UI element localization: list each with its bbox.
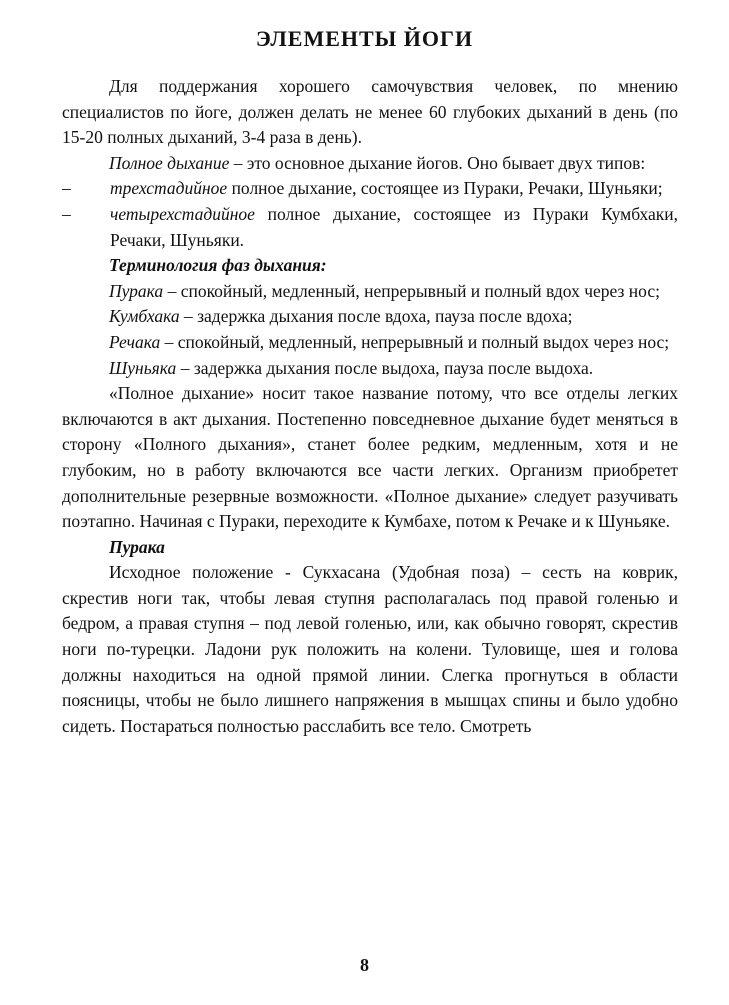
definition-term: Кумбхака [109,306,180,327]
list-item [62,176,678,202]
bullet-dash: – [62,178,71,199]
full-breath-term: Полное дыхание [109,152,230,173]
definition-text: – задержка дыхания после вдоха, пауза после вдоха; [179,306,573,327]
bullet-dash: – [62,203,71,224]
definition-text: – задержка дыхания после выдоха, пауза после выдоха. [176,357,594,378]
full-breath-explanation: «Полное дыхание» носит такое название потому, что все отделы легких включаются в акт дыхания. Постепенно повседневное дыхание будет меняться в сторону «Полного дыхания», станет более редким, медленным, хотя и не глубоким, но в работу включаются все части легких. Организм приобретет дополнительные резервные возможности. «Полное дыхание» следует разучивать поэтапно. Начиная с Пураки, переходите к Кумбахе, потом к Речаке и к Шуньяке. [62,383,678,532]
terminology-heading: Терминология фаз дыхания: [109,255,327,276]
definition-term: Речака [109,331,161,352]
bullet-term: четырехстадийное [110,203,255,224]
puraka-paragraph: Исходное положение - Сукхасана (Удобная поза) – сесть на коврик, скрестив ноги так, чтобы левая ступня располагалась под правой голенью и бедром, а правая ступня – под левой голенью, или, как обычно говорят, скрестив ноги по-турецки. Ладони рук положить на колени. Туловище, шея и голова должны находиться на одной прямой линии. Слегка прогнуться в области поясницы, чтобы не было лишнего напряжения в мышцах спины и было удобно сидеть. Постараться полностью расслабить все тело. Смотреть [62,562,678,736]
definition-text: – спокойный, медленный, непрерывный и полный вдох через нос; [163,280,660,301]
full-breath-text: – это основное дыхание йогов. Оно бывает двух типов: [229,152,646,173]
definition-text: – спокойный, медленный, непрерывный и полный выдох через нос; [160,331,670,352]
definition-term: Шуньяка [109,357,177,378]
definition-term: Пурака [109,280,164,301]
definition-rechaka [62,330,678,356]
definition-kumbhaka [62,304,678,330]
puraka-heading: Пурака [109,536,165,557]
bullet-text: полное дыхание, состоящее из Пураки, Речаки, Шуньяки; [227,178,663,199]
intro-paragraph: Для поддержания хорошего самочувствия человек, по мнению специалистов по йоге, должен делать не менее 60 глубоких дыханий в день (по 15-20 полных дыханий, 3-4 раза в день). [62,76,678,148]
full-breath-paragraph [62,151,678,177]
page-number: 8 [360,955,369,975]
definition-puraka [62,279,678,305]
definition-shunyaka [62,356,678,382]
body-text [62,74,678,739]
list-item [62,202,678,253]
bullet-term: трехстадийное [110,178,228,199]
bullet-text: полное дыхание, состоящее из Пураки Кумбхаки, Речаки, Шуньяки. [110,203,678,250]
page-title: ЭЛЕМЕНТЫ ЙОГИ [255,26,474,51]
